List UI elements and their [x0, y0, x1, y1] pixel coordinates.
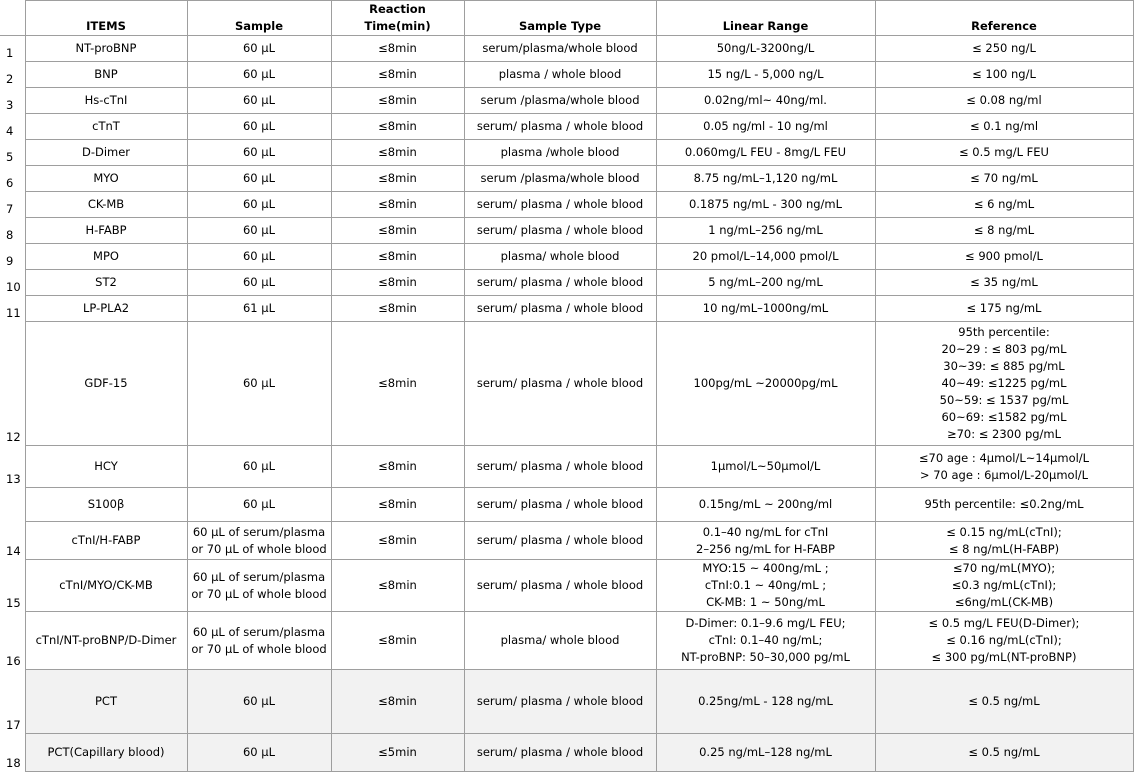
header-reaction-time: Reaction Time(min)	[331, 1, 464, 36]
gridline-edge	[1133, 166, 1137, 192]
table-row	[0, 296, 1137, 322]
linear-range-cell: 10 ng/mL–1000ng/mL	[656, 296, 875, 322]
sample-type-cell: serum/ plasma / whole blood	[464, 488, 656, 522]
linear-range-cell: 0.25 ng/mL–128 ng/mL	[656, 734, 875, 772]
reaction-time-cell: ≤8min	[331, 114, 464, 140]
sample-type-cell: serum/ plasma / whole blood	[464, 270, 656, 296]
reference-cell: ≤ 0.5 ng/mL	[875, 734, 1133, 772]
sample-type-cell: plasma / whole blood	[464, 62, 656, 88]
reference-cell: 95th percentile: ≤0.2ng/mL	[875, 488, 1133, 522]
item-cell: HCY	[25, 446, 187, 488]
header-items: ITEMS	[25, 1, 187, 36]
gridline-edge	[1133, 446, 1137, 488]
sample-cell: 60 µL	[187, 62, 331, 88]
gridline-edge	[1133, 114, 1137, 140]
reaction-time-cell: ≤8min	[331, 446, 464, 488]
sample-cell: 60 µL	[187, 270, 331, 296]
reaction-time-cell: ≤8min	[331, 612, 464, 670]
gridline-edge	[1133, 612, 1137, 670]
linear-range-cell: 50ng/L-3200ng/L	[656, 36, 875, 62]
sample-cell: 60 µL of serum/plasma or 70 µL of whole blood	[187, 612, 331, 670]
sample-cell: 60 µL of serum/plasma or 70 µL of whole blood	[187, 522, 331, 560]
reference-cell: ≤ 6 ng/mL	[875, 192, 1133, 218]
reaction-time-cell: ≤8min	[331, 88, 464, 114]
linear-range-cell: 0.05 ng/ml - 10 ng/ml	[656, 114, 875, 140]
row-number: 17	[0, 670, 25, 734]
sample-type-cell: plasma/ whole blood	[464, 612, 656, 670]
linear-range-cell: 0.1875 ng/mL - 300 ng/mL	[656, 192, 875, 218]
row-number: 1	[0, 36, 25, 62]
linear-range-cell: 20 pmol/L–14,000 pmol/L	[656, 244, 875, 270]
sample-type-cell: serum /plasma/whole blood	[464, 88, 656, 114]
reaction-time-cell: ≤8min	[331, 166, 464, 192]
item-cell: PCT	[25, 670, 187, 734]
item-cell: cTnT	[25, 114, 187, 140]
sample-cell: 60 µL of serum/plasma or 70 µL of whole blood	[187, 560, 331, 612]
gridline-edge	[1133, 140, 1137, 166]
row-number: 8	[0, 218, 25, 244]
sample-type-cell: serum/plasma/whole blood	[464, 36, 656, 62]
item-cell: cTnI/NT-proBNP/D-Dimer	[25, 612, 187, 670]
row-number-header	[0, 1, 25, 36]
item-cell: PCT(Capillary blood)	[25, 734, 187, 772]
sample-type-cell: serum/ plasma / whole blood	[464, 446, 656, 488]
row-number: 12	[0, 322, 25, 446]
item-cell: LP-PLA2	[25, 296, 187, 322]
reference-cell: ≤ 100 ng/L	[875, 62, 1133, 88]
linear-range-cell: 100pg/mL ~20000pg/mL	[656, 322, 875, 446]
table-row	[0, 140, 1137, 166]
gridline-edge	[1133, 734, 1137, 772]
item-cell: ST2	[25, 270, 187, 296]
sample-cell: 60 µL	[187, 734, 331, 772]
sample-cell: 61 µL	[187, 296, 331, 322]
linear-range-cell: 15 ng/L - 5,000 ng/L	[656, 62, 875, 88]
sample-cell: 60 µL	[187, 88, 331, 114]
item-cell: cTnI/H-FABP	[25, 522, 187, 560]
reference-cell: ≤ 900 pmol/L	[875, 244, 1133, 270]
reference-cell: ≤ 0.5 mg/L FEU(D-Dimer); ≤ 0.16 ng/mL(cTnI); ≤ 300 pg/mL(NT-proBNP)	[875, 612, 1133, 670]
table-row	[0, 166, 1137, 192]
reference-cell: ≤ 175 ng/mL	[875, 296, 1133, 322]
item-cell: BNP	[25, 62, 187, 88]
sample-cell: 60 µL	[187, 114, 331, 140]
sample-cell: 60 µL	[187, 488, 331, 522]
row-number	[0, 488, 25, 522]
linear-range-cell: 0.02ng/ml~ 40ng/ml.	[656, 88, 875, 114]
gridline-edge	[1133, 670, 1137, 734]
sample-cell: 60 µL	[187, 166, 331, 192]
sample-cell: 60 µL	[187, 446, 331, 488]
gridline-edge	[1133, 192, 1137, 218]
row-number: 2	[0, 62, 25, 88]
sample-type-cell: serum/ plasma / whole blood	[464, 296, 656, 322]
reference-cell: ≤ 250 ng/L	[875, 36, 1133, 62]
row-number: 4	[0, 114, 25, 140]
row-number: 13	[0, 446, 25, 488]
header-reference: Reference	[875, 1, 1133, 36]
table-row	[0, 322, 1137, 446]
row-number: 15	[0, 560, 25, 612]
row-number: 7	[0, 192, 25, 218]
reference-cell: ≤ 0.08 ng/ml	[875, 88, 1133, 114]
linear-range-cell: 0.1–40 ng/mL for cTnI 2–256 ng/mL for H-FABP	[656, 522, 875, 560]
sample-type-cell: serum /plasma/whole blood	[464, 166, 656, 192]
reaction-time-cell: ≤8min	[331, 322, 464, 446]
sample-type-cell: serum/ plasma / whole blood	[464, 670, 656, 734]
gridline-edge	[1133, 244, 1137, 270]
item-cell: GDF-15	[25, 322, 187, 446]
gridline-edge	[1133, 36, 1137, 62]
gridline-edge	[1133, 296, 1137, 322]
item-cell: Hs-cTnI	[25, 88, 187, 114]
sample-type-cell: plasma /whole blood	[464, 140, 656, 166]
reaction-time-cell: ≤8min	[331, 296, 464, 322]
sample-type-cell: serum/ plasma / whole blood	[464, 734, 656, 772]
gridline-edge	[1133, 62, 1137, 88]
sample-cell: 60 µL	[187, 244, 331, 270]
sample-type-cell: serum/ plasma / whole blood	[464, 218, 656, 244]
row-number: 14	[0, 522, 25, 560]
item-cell: D-Dimer	[25, 140, 187, 166]
reaction-time-cell: ≤5min	[331, 734, 464, 772]
linear-range-cell: 1µmol/L~50µmol/L	[656, 446, 875, 488]
table-row	[0, 488, 1137, 522]
row-number: 18	[0, 734, 25, 772]
item-cell: CK-MB	[25, 192, 187, 218]
linear-range-cell: 1 ng/mL–256 ng/mL	[656, 218, 875, 244]
header-row	[0, 1, 1137, 36]
gridline-edge	[1133, 322, 1137, 446]
reaction-time-cell: ≤8min	[331, 140, 464, 166]
sample-cell: 60 µL	[187, 192, 331, 218]
gridline-edge	[1133, 270, 1137, 296]
sample-cell: 60 µL	[187, 218, 331, 244]
reference-cell: ≤ 0.5 ng/mL	[875, 670, 1133, 734]
sample-type-cell: serum/ plasma / whole blood	[464, 522, 656, 560]
sample-cell: 60 µL	[187, 140, 331, 166]
item-cell: cTnI/MYO/CK-MB	[25, 560, 187, 612]
linear-range-cell: D-Dimer: 0.1–9.6 mg/L FEU; cTnI: 0.1–40 ng/mL; NT-proBNP: 50–30,000 pg/mL	[656, 612, 875, 670]
table-row	[0, 218, 1137, 244]
table-row	[0, 670, 1137, 734]
table-row	[0, 270, 1137, 296]
header-sample: Sample	[187, 1, 331, 36]
table-row	[0, 612, 1137, 670]
reaction-time-cell: ≤8min	[331, 36, 464, 62]
item-cell: NT-proBNP	[25, 36, 187, 62]
table-row	[0, 36, 1137, 62]
gridline-edge	[1133, 522, 1137, 560]
row-number: 3	[0, 88, 25, 114]
linear-range-cell: 5 ng/mL–200 ng/mL	[656, 270, 875, 296]
reaction-time-cell: ≤8min	[331, 522, 464, 560]
gridline-edge	[1133, 488, 1137, 522]
reference-cell: ≤ 35 ng/mL	[875, 270, 1133, 296]
reference-cell: ≤70 ng/mL(MYO); ≤0.3 ng/mL(cTnI); ≤6ng/mL(CK-MB)	[875, 560, 1133, 612]
table-row	[0, 62, 1137, 88]
reference-cell: 95th percentile: 20~29 : ≤ 803 pg/mL 30~39: ≤ 885 pg/mL 40~49: ≤1225 pg/mL 50~59: ≤ 1537 pg/mL 60~69: ≤1582 pg/mL ≥70: ≤ 2300 pg/mL	[875, 322, 1133, 446]
sample-type-cell: serum/ plasma / whole blood	[464, 322, 656, 446]
reference-cell: ≤70 age : 4µmol/L~14µmol/L > 70 age : 6µmol/L-20µmol/L	[875, 446, 1133, 488]
row-number: 6	[0, 166, 25, 192]
reaction-time-cell: ≤8min	[331, 670, 464, 734]
row-number: 9	[0, 244, 25, 270]
sample-type-cell: serum/ plasma / whole blood	[464, 192, 656, 218]
sample-cell: 60 µL	[187, 322, 331, 446]
gridline-edge	[1133, 218, 1137, 244]
reaction-time-cell: ≤8min	[331, 192, 464, 218]
linear-range-cell: 0.15ng/mL ~ 200ng/ml	[656, 488, 875, 522]
header-linear-range: Linear Range	[656, 1, 875, 36]
reaction-time-cell: ≤8min	[331, 244, 464, 270]
row-number: 11	[0, 296, 25, 322]
reaction-time-cell: ≤8min	[331, 218, 464, 244]
sample-cell: 60 µL	[187, 670, 331, 734]
gridline-edge	[1133, 88, 1137, 114]
table-row	[0, 560, 1137, 612]
row-number: 16	[0, 612, 25, 670]
header-sample-type: Sample Type	[464, 1, 656, 36]
item-cell: MPO	[25, 244, 187, 270]
gridline-edge	[1133, 1, 1137, 36]
item-cell: H-FABP	[25, 218, 187, 244]
reference-cell: ≤ 8 ng/mL	[875, 218, 1133, 244]
table-row	[0, 446, 1137, 488]
reference-cell: ≤ 0.1 ng/ml	[875, 114, 1133, 140]
sample-type-cell: serum/ plasma / whole blood	[464, 114, 656, 140]
linear-range-cell: MYO:15 ~ 400ng/mL ; cTnI:0.1 ~ 40ng/mL ; CK-MB: 1 ~ 50ng/mL	[656, 560, 875, 612]
table-row	[0, 244, 1137, 270]
table-row	[0, 114, 1137, 140]
item-cell: S100β	[25, 488, 187, 522]
linear-range-cell: 0.25ng/mL - 128 ng/mL	[656, 670, 875, 734]
reaction-time-cell: ≤8min	[331, 488, 464, 522]
sample-type-cell: serum/ plasma / whole blood	[464, 560, 656, 612]
reference-cell: ≤ 0.15 ng/mL(cTnI); ≤ 8 ng/mL(H-FABP)	[875, 522, 1133, 560]
item-cell: MYO	[25, 166, 187, 192]
table-row	[0, 88, 1137, 114]
reaction-time-cell: ≤8min	[331, 560, 464, 612]
sample-cell: 60 µL	[187, 36, 331, 62]
table-row	[0, 192, 1137, 218]
table-row	[0, 734, 1137, 772]
table-row	[0, 522, 1137, 560]
sample-type-cell: plasma/ whole blood	[464, 244, 656, 270]
reaction-time-cell: ≤8min	[331, 270, 464, 296]
reference-cell: ≤ 0.5 mg/L FEU	[875, 140, 1133, 166]
row-number: 5	[0, 140, 25, 166]
reaction-time-cell: ≤8min	[331, 62, 464, 88]
gridline-edge	[1133, 560, 1137, 612]
linear-range-cell: 0.060mg/L FEU - 8mg/L FEU	[656, 140, 875, 166]
reference-cell: ≤ 70 ng/mL	[875, 166, 1133, 192]
row-number: 10	[0, 270, 25, 296]
linear-range-cell: 8.75 ng/mL–1,120 ng/mL	[656, 166, 875, 192]
